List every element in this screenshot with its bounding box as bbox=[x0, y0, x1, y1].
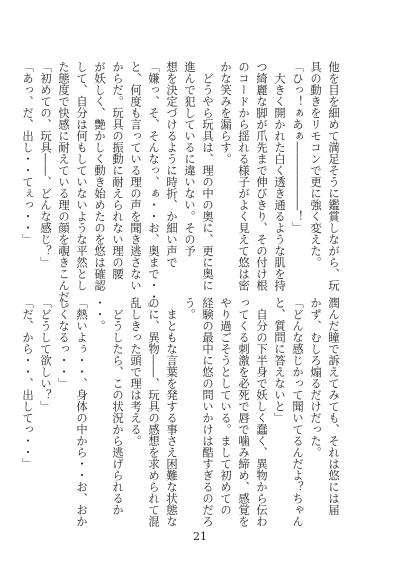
text-column: 潤んだ瞳で訴えてみても、それは悠には届 bbox=[327, 297, 340, 516]
text-column: 「嫌っ、そ、そんなっ、ぁ・・お、奥まで・・」 bbox=[147, 61, 160, 314]
text-column: ってくる刺激を必死で唇で噛み締め、感覚を bbox=[237, 297, 250, 527]
text-column: 大きく開かれた白く透き通るような肌を持 bbox=[273, 61, 286, 291]
text-column: まともな言葉を発する事さえ困難な状態な bbox=[165, 297, 178, 527]
text-column: 進んで犯しているに違いない。その予 bbox=[183, 61, 196, 257]
text-column: かな笑みを漏らす。 bbox=[219, 61, 232, 165]
text-column: のに、異物――、玩具の感想を求められて混 bbox=[147, 297, 160, 527]
text-column: どうやら玩具は、理の中の奥に、更に奥に bbox=[201, 61, 214, 291]
text-column: 「どんな感じかって聞いてるんだよ？ちゃん bbox=[291, 297, 304, 527]
text-column: 経験の最中に悠の問いかけは酷すぎるのだろ bbox=[201, 297, 214, 527]
text-column: 「ひっ！ぁあぁ――――――！」 bbox=[291, 61, 304, 234]
upper-text-block bbox=[21, 61, 342, 314]
text-column: して、自分は何もしていないような平然とし bbox=[75, 61, 88, 291]
text-column: 「初めての、玩具――、どんな感じ？」 bbox=[39, 61, 52, 268]
text-column: 「どうして欲しい？」 bbox=[39, 297, 52, 412]
text-column: と、何度も言っている理の声を聞き逃さない bbox=[129, 61, 142, 291]
lower-text-block bbox=[21, 297, 342, 527]
text-column: やり過ごそうとしている。まして初めての bbox=[219, 297, 232, 516]
text-column: 自分の下半身で妖しく蠢く、異物から伝わ bbox=[255, 297, 268, 527]
text-column: が妖しく、艶かしく動き始めたのを悠は確認 bbox=[93, 61, 106, 291]
text-column: と、質問に答えないと」 bbox=[273, 297, 286, 424]
text-column: しくなるっ・・」 bbox=[57, 297, 70, 389]
text-column: 想を決定づけるように時折、か細い声で bbox=[165, 61, 178, 268]
text-column: 「だ、から・・、出してっ・・」 bbox=[21, 297, 34, 470]
text-column: のコードから揺れる様子がよく見えて悠は密 bbox=[237, 61, 250, 291]
text-column: う。 bbox=[183, 297, 196, 320]
text-column: 「あっ、だ、出し・・てぇっ・・」 bbox=[21, 61, 34, 245]
text-column: 乱しきった頭で理は考える。 bbox=[129, 297, 142, 447]
text-column: どうしたら、この状況から逃げられるか bbox=[111, 297, 124, 516]
page-number: 21 bbox=[193, 530, 207, 543]
text-column: ・・。 bbox=[93, 297, 106, 332]
text-column: からだ。玩具の振動に耐えられない理の腰 bbox=[111, 61, 124, 280]
text-column: つ綺麗な脚が爪先まで伸びきり、その付け根 bbox=[255, 61, 268, 291]
text-column: 他を目を細めて満足そうに鑑賞しながら、玩 bbox=[327, 61, 340, 291]
text-column: かず、むしろ煽るだけだった。 bbox=[309, 297, 322, 458]
text-column: た態度で快感に耐えている理の顔を覗きこんだ。 bbox=[57, 61, 70, 314]
text-column: 具の動きをリモコンで更に強く変えた。 bbox=[309, 61, 322, 268]
text-column: 「熱いよぅ・・、身体の中から・・お、おか bbox=[75, 297, 88, 527]
